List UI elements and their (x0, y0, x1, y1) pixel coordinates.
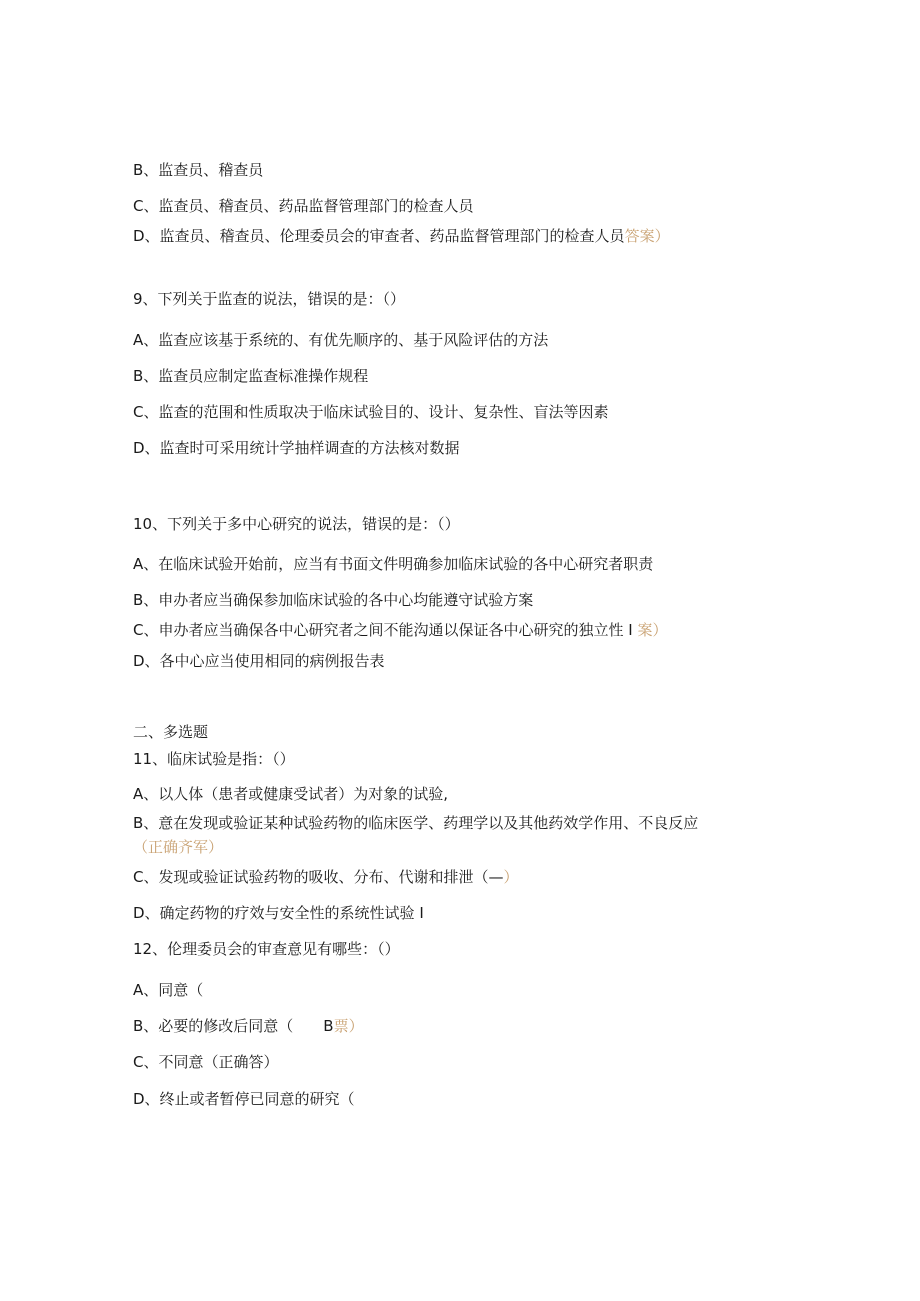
option-d-q10: D、各中心应当使用相同的病例报告表 (133, 652, 385, 670)
option-a-q12: A、同意（ (133, 981, 204, 999)
answer-mark: 答案） (624, 227, 670, 245)
option-a-q11: A、以人体（患者或健康受试者）为对象的试验, (133, 785, 449, 803)
option-c-q10: C、申办者应当确保各中心研究者之间不能沟通以保证各中心研究的独立性 I 案） (133, 621, 668, 639)
section-heading: 二、多选题 (133, 723, 209, 741)
answer-mark: 案） (637, 621, 668, 639)
option-b-q11-continuation (133, 837, 223, 857)
question-9: 9、下列关于监查的说法，错误的是：（） (133, 290, 406, 308)
answer-mark: ） (503, 868, 519, 886)
option-c-q9: C、监查的范围和性质取决于临床试验目的、设计、复杂性、盲法等因素 (133, 403, 609, 421)
option-c-q12: C、不同意（正确答） (133, 1053, 279, 1071)
option-d-q12: D、终止或者暂停已同意的研究（ (133, 1090, 355, 1108)
option-b-q8: B、监查员、稽查员 (133, 161, 264, 179)
option-c-q11: C、发现或验证试验药物的吸收、分布、代谢和排泄（—） (133, 868, 519, 886)
answer-mark: （正确齐军） (133, 838, 224, 856)
option-b-q11: B、意在发现或验证某种试验药物的临床医学、药理学以及其他药效学作用、不良反应 (133, 814, 699, 832)
option-a-q10: A、在临床试验开始前，应当有书面文件明确参加临床试验的各中心研究者职责 (133, 555, 654, 573)
option-a-q9: A、监查应该基于系统的、有优先顺序的、基于风险评估的方法 (133, 331, 549, 349)
question-10: 10、下列关于多中心研究的说法，错误的是：（） (133, 515, 460, 533)
answer-mark: 票） (333, 1017, 364, 1035)
option-b-q10: B、申办者应当确保参加临床试验的各中心均能遵守试验方案 (133, 591, 534, 609)
option-b-q12: B、必要的修改后同意（ B票） (133, 1017, 364, 1035)
option-c-q8: C、监查员、稽查员、药品监督管理部门的检查人员 (133, 197, 474, 215)
option-d-q11: D、确定药物的疗效与安全性的系统性试验 I (133, 904, 424, 922)
question-12: 12、伦理委员会的审查意见有哪些：（） (133, 940, 400, 958)
question-11: 11、临床试验是指：（） (133, 750, 295, 768)
option-d-q8: D、监查员、稽查员、伦理委员会的审查者、药品监督管理部门的检查人员答案） (133, 227, 670, 245)
option-b-q9: B、监查员应制定监查标准操作规程 (133, 367, 369, 385)
option-d-q9: D、监查时可采用统计学抽样调查的方法核对数据 (133, 439, 460, 457)
